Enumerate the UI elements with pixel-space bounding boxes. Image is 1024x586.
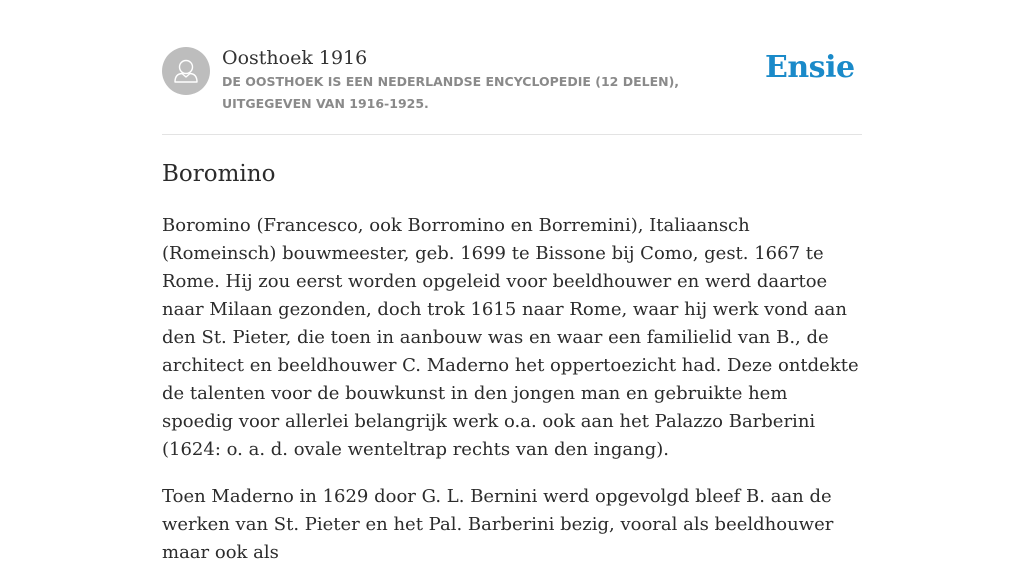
user-avatar-icon[interactable] [162, 47, 210, 95]
article-title: Boromino [162, 161, 276, 187]
source-header [162, 0, 862, 135]
source-title-link[interactable]: Oosthoek 1916 [222, 47, 368, 69]
article-paragraph: Boromino (Francesco, ook Borromino en Borremini), Italiaansch (Romeinsch) bouwmeester, geb. 1699 te Bissone bij Como, gest. 1667 te Rome. Hij zou eerst worden opgeleid voor beeldhouwer en werd daartoe naar Milaan gezonden, doch trok 1615 naar Rome, waar hij werk vond aan den St. Pieter, die toen in aanbouw was en waar een familielid van B., de architect en beeldhouwer C. Maderno het oppertoezicht had. Deze ontdekte de talenten voor de bouwkunst in den jongen man en gebruikte hem spoedig voor allerlei belangrijk werk o.a. ook aan het Palazzo Barberini (1624: o. a. d. ovale wenteltrap rechts van den ingang). [162, 215, 859, 460]
article-body [162, 212, 864, 586]
article-paragraph: Toen Maderno in 1629 door G. L. Bernini werd opgevolgd bleef B. aan de werken van St. Pieter en het Pal. Barberini bezig, vooral als beeldhouwer maar ook als [162, 486, 834, 563]
user-silhouette-icon [162, 47, 210, 95]
ensie-logo[interactable]: Ensie [765, 50, 855, 85]
source-info [222, 46, 762, 115]
page-container [162, 0, 862, 563]
source-description: DE OOSTHOEK IS EEN NEDERLANDSE ENCYCLOPEDIE (12 DELEN), UITGEGEVEN VAN 1916-1925. [222, 74, 680, 111]
